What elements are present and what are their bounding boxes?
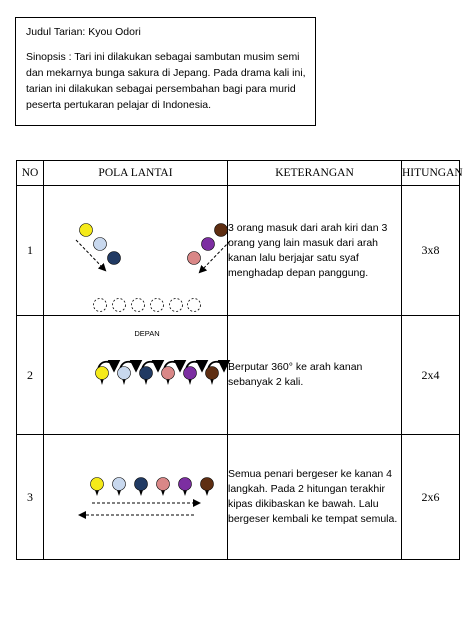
dance-title: Judul Tarian: Kyou Odori <box>26 26 141 38</box>
dancer-lightblue <box>94 238 107 251</box>
dancer-purple <box>202 238 215 251</box>
description-cell <box>228 316 402 435</box>
dancer-brown <box>215 224 228 237</box>
row-number: 3 <box>17 435 44 560</box>
floor-pattern-3 <box>44 435 228 559</box>
final-positions <box>94 299 201 312</box>
header-keterangan: KETERANGAN <box>228 161 402 186</box>
description-line: orang yang lain masuk dari arah <box>228 236 379 249</box>
description-line: sebanyak 2 kali. <box>228 376 304 388</box>
floor-pattern-cell <box>44 186 228 338</box>
dancer-yellow <box>80 224 93 237</box>
table-row <box>17 435 460 560</box>
description-line: langkah. Pada 2 hitungan terakhir <box>228 483 386 495</box>
table-row <box>17 316 460 435</box>
row-number: 1 <box>17 186 44 316</box>
floor-pattern-table <box>16 160 463 560</box>
dance-info-box <box>15 17 316 126</box>
header-hitungan: HITUNGAN <box>402 161 460 186</box>
count-cell: 2x6 <box>402 435 460 560</box>
dancer-pink <box>188 252 201 265</box>
synopsis-line: Sinopsis : Tari ini dilakukan sebagai sambutan musim semi <box>26 51 300 63</box>
dancer-navy <box>108 252 121 265</box>
floor-pattern-1 <box>44 186 228 338</box>
count-cell: 2x4 <box>402 316 460 435</box>
description-line: Semua penari bergeser ke kanan 4 <box>228 468 393 480</box>
header-no: NO <box>17 161 44 186</box>
description-line: bergeser kembali ke tempat semula. <box>228 513 398 525</box>
spinning-dancers <box>96 362 225 385</box>
synopsis-line: dan mekarnya bunga sakura di Jepang. Pada drama kali ini, <box>26 67 306 79</box>
row-number: 2 <box>17 316 44 435</box>
description-cell <box>228 435 402 560</box>
floor-pattern-cell <box>44 435 228 560</box>
description-line: kanan lalu berjajar satu syaf <box>228 251 359 264</box>
header-pola-lantai: POLA LANTAI <box>44 161 228 186</box>
description-line: Berputar 360° ke arah kanan <box>228 361 363 373</box>
synopsis-line: peserta pertukaran pelajar di Indonesia. <box>26 99 212 111</box>
table-row <box>17 186 460 316</box>
table-header-row <box>17 161 460 186</box>
synopsis-line: tarian ini dilakukan sebagai persembahan bagi para murid <box>26 83 296 95</box>
stage-front-label: DEPAN <box>134 329 160 338</box>
description-line: kipas dikibaskan ke bawah. Lalu <box>228 498 379 510</box>
dancers-row <box>91 478 214 497</box>
description-cell <box>228 186 402 316</box>
description-line: 3 orang masuk dari arah kiri dan 3 <box>228 221 388 234</box>
description-line: menghadap depan panggung. <box>228 266 369 279</box>
count-cell: 3x8 <box>402 186 460 316</box>
